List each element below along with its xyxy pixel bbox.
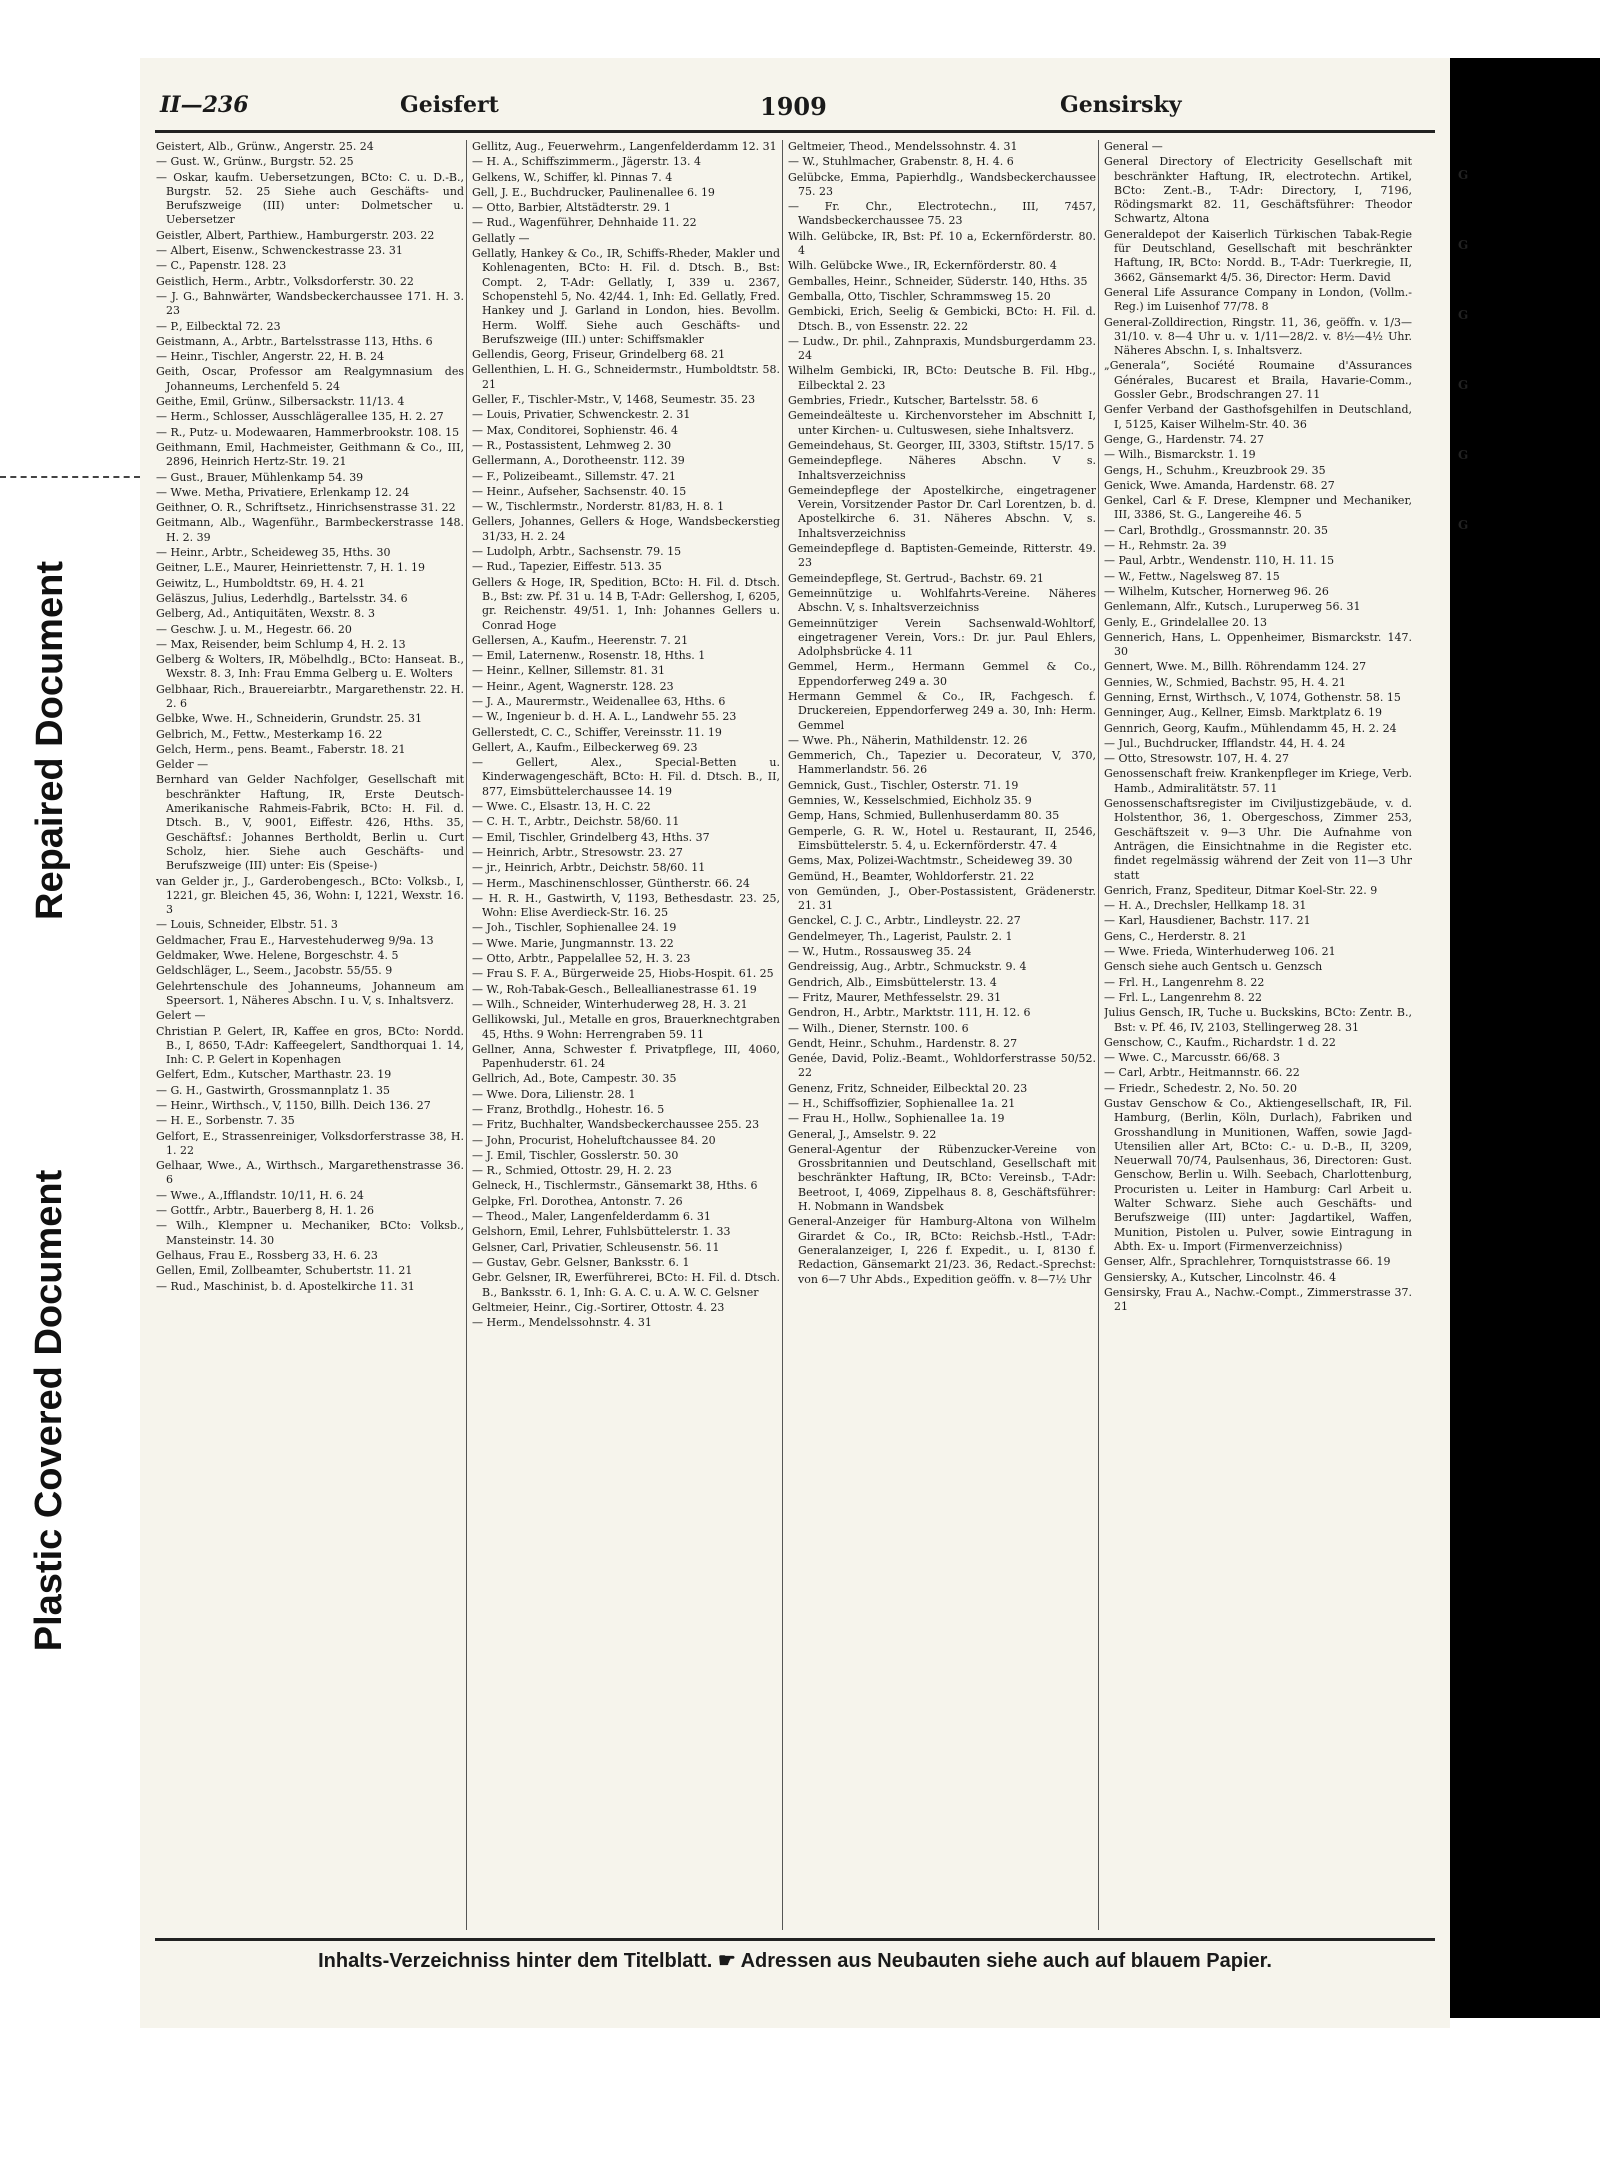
directory-entry: — Rud., Tapezier, Eiffestr. 513. 35 (472, 560, 662, 574)
directory-entry: General — (1104, 140, 1163, 153)
directory-entry: — Carl, Arbtr., Heitmannstr. 66. 22 (1104, 1066, 1300, 1080)
directory-entry: Geistler, Albert, Parthiew., Hamburgerstr. 203. 22 (156, 228, 435, 242)
directory-entry: Gelfort, E., Strassenreiniger, Volksdorferstrasse 38, H. 1. 22 (156, 1129, 464, 1157)
directory-entry: — Heinr., Tischler, Angerstr. 22, H. B. 24 (156, 350, 385, 364)
adjacent-page-letter: G (1458, 238, 1469, 252)
scan-frame (140, 58, 1600, 2018)
directory-entry: Gelhaus, Frau E., Rossberg 33, H. 6. 23 (156, 1248, 378, 1262)
repaired-document-label (20, 460, 80, 1020)
directory-entry: Hermann Gemmel & Co., IR, Fachgesch. f. Druckereien, Eppendorferweg 249 a. 30, Inh: Herm. Gemmel (788, 689, 1096, 732)
directory-entry: — W., Hutm., Rossausweg 35. 24 (788, 945, 972, 959)
directory-entry: General-Anzeiger für Hamburg-Altona von Wilhelm Girardet & Co., IR, BCto: Reichsb.-Hstl., T-Adr: Generalanzeiger, I, 226 f. Expedit., u. I, 8130 f. Redaction, Gänsemarkt 21/23. 36, Redact.-Sprechst: von 6—7 Uhr Abds., Expedition geöffn. v. 8—7½ Uhr (788, 1215, 1096, 1286)
directory-entry: Wilh. Gelübcke, IR, Bst: Pf. 10 a, Eckernförderstr. 80. 4 (788, 229, 1096, 258)
directory-entry: Gemeindeälteste u. Kirchenvorsteher im Abschnitt I, unter Kirchen- u. Cultuswesen, siehe Inhaltsverz. (788, 409, 1096, 437)
header-last-entry: Gensirsky (1060, 92, 1182, 118)
directory-entry: — Fr. Chr., Electrotechn., III, 7457, Wandsbeckerchaussee 75. 23 (788, 200, 1096, 228)
column-1 (156, 140, 464, 1930)
directory-entry: Gemeindehaus, St. Georger, III, 3303, Stiftstr. 15/17. 5 (788, 438, 1095, 452)
directory-entry: Gemeindepflege. Näheres Abschn. V s. Inhaltsverzeichniss (788, 454, 1096, 482)
directory-entry: — Ludw., Dr. phil., Zahnpraxis, Mundsburgerdamm 23. 24 (788, 334, 1096, 363)
directory-entry: Geller, F., Tischler-Mstr., V, 1468, Seumestr. 35. 23 (472, 393, 756, 407)
directory-entry: — W., Stuhlmacher, Grabenstr. 8, H. 4. 6 (788, 155, 1014, 169)
directory-entry: — W., Ingenieur b. d. H. A. L., Landwehr 55. 23 (472, 710, 737, 724)
directory-entry: Genossenschaft freiw. Krankenpfleger im Kriege, Verb. Hamb., Admiralitätstr. 57. 11 (1104, 767, 1412, 795)
header-rule (155, 130, 1435, 133)
directory-entry: — Gellert, Alex., Special-Betten u. Kinderwagengeschäft, BCto: H. Fil. d. Dtsch. B., II, 877, Eimsbüttelerchaussee 14. 19 (472, 756, 780, 798)
directory-entry: Genge, G., Hardenstr. 74. 27 (1104, 432, 1264, 446)
directory-entry: — Gustav, Gebr. Gelsner, Banksstr. 6. 1 (472, 1255, 690, 1269)
directory-entry: Genser, Alfr., Sprachlehrer, Tornquiststrasse 66. 19 (1104, 1255, 1391, 1269)
directory-entry: Gendrich, Alb., Eimsbüttelerstr. 13. 4 (788, 975, 997, 989)
directory-entry: — Louis, Schneider, Elbstr. 51. 3 (156, 918, 338, 932)
directory-entry: — W., Tischlermstr., Norderstr. 81/83, H. 8. 1 (472, 500, 725, 514)
directory-entry: Geiwitz, L., Humboldtstr. 69, H. 4. 21 (156, 576, 366, 590)
directory-entry: — W., Fettw., Nagelsweg 87. 15 (1104, 569, 1280, 583)
directory-entry: Wilh. Gelübcke Wwe., IR, Eckernförderstr. 80. 4 (788, 259, 1057, 273)
adjacent-page-edge (1458, 140, 1482, 1640)
directory-entry: General-Agentur der Rübenzucker-Vereine von Grossbritannien und Deutschland, Gesellschaft mit beschränkter Haftung, IR, BCto: Vereinsb., T-Adr: Beetroot, I, 4069, Zippelhaus 8. 8, Geschäftsführer: H. Nobmann in Wandsbek (788, 1142, 1096, 1214)
directory-entry: Gustav Genschow & Co., Aktiengesellschaft, IR, Fil. Hamburg, (Berlin, Köln, Durlach), Fabriken und Grosshandlung in Munitionen, Waffen, sowie Jagd-Utensilien aller Art, BCto: C.- u. D.-B., II, 3209, Neuerwall 70/74, Paulsenhaus, 36, Directoren: Gust. Genschow, Berlin u. Wilh. Seebach, Charlottenburg, Procuristen u. Leiter in Hamburg: Carl Arbeit u. Walter Schwarz. Siehe auch Geschäfts- und Berufszweige (III) unter: Jagdartikel, Waffen, Munition, Pistolen u. Pulver, sowie Eintragung in Abth. Ex- u. Import (Firmenverzeichniss) (1104, 1097, 1412, 1253)
directory-entry: — Geschw. J. u. M., Hegestr. 66. 20 (156, 622, 352, 636)
adjacent-page-letter: G (1458, 448, 1469, 462)
directory-entry: Gengs, H., Schuhm., Kreuzbrook 29. 35 (1104, 463, 1326, 477)
directory-entry: Genrich, Franz, Spediteur, Ditmar Koel-Str. 22. 9 (1104, 883, 1378, 897)
page-header (160, 86, 1430, 126)
directory-entry: Gelbhaar, Rich., Brauereiarbtr., Margarethenstr. 22. H. 2. 6 (156, 682, 464, 710)
directory-entry: — J. G., Bahnwärter, Wandsbeckerchaussee 171. H. 3. 23 (156, 289, 464, 318)
directory-entry: — Wwe. Marie, Jungmannstr. 13. 22 (472, 936, 674, 950)
directory-entry: — Fritz, Maurer, Methfesselstr. 29. 31 (788, 990, 1002, 1004)
directory-entry: Gelpke, Frl. Dorothea, Antonstr. 7. 26 (472, 1194, 683, 1208)
directory-entry: — H. A., Drechsler, Hellkamp 18. 31 (1104, 899, 1307, 913)
directory-entry: — Wwe. Metha, Privatiere, Erlenkamp 12. 24 (156, 485, 410, 499)
directory-entry: von Gemünden, J., Ober-Postassistent, Grädenerstr. 21. 31 (788, 884, 1096, 913)
directory-entry: — Theod., Maler, Langenfelderdamm 6. 31 (472, 1210, 711, 1224)
directory-entry: Gennerich, Hans, L. Oppenheimer, Bismarckstr. 147. 30 (1104, 630, 1412, 659)
directory-entry: — Wwe. Dora, Lilienstr. 28. 1 (472, 1087, 636, 1101)
directory-entry: Gell, J. E., Buchdrucker, Paulinenallee 6. 19 (472, 185, 715, 199)
directory-entry: Gellersen, A., Kaufm., Heerenstr. 7. 21 (472, 633, 689, 647)
directory-entry: Gelfert, Edm., Kutscher, Marthastr. 23. 19 (156, 1068, 392, 1082)
directory-entry: — H., Schiffsoffizier, Sophienallee 1a. 21 (788, 1097, 1016, 1110)
directory-entry: Genschow, C., Kaufm., Richardstr. 1 d. 22 (1104, 1035, 1336, 1049)
header-first-entry: Geisfert (400, 92, 499, 118)
directory-entry: Gemeindepflege d. Baptisten-Gemeinde, Ritterstr. 49. 23 (788, 542, 1096, 570)
directory-entry: Genninger, Aug., Kellner, Eimsb. Marktplatz 6. 19 (1104, 706, 1382, 720)
directory-entry: — Emil, Laternenw., Rosenstr. 18, Hths. 1 (472, 649, 706, 663)
column-divider (1098, 140, 1099, 1930)
directory-entry: Gelbke, Wwe. H., Schneiderin, Grundstr. 25. 31 (156, 712, 422, 726)
directory-entry: — Gust., Brauer, Mühlenkamp 54. 39 (156, 470, 364, 484)
directory-entry: General, J., Amselstr. 9. 22 (788, 1127, 937, 1141)
directory-entry: — Otto, Stresowstr. 107, H. 4. 27 (1104, 752, 1290, 766)
directory-entry: — Fritz, Buchhalter, Wandsbeckerchaussee 255. 23 (472, 1118, 760, 1132)
directory-entry: Gellrich, Ad., Bote, Campestr. 30. 35 (472, 1072, 677, 1086)
directory-entry: Gellers, Johannes, Gellers & Hoge, Wandsbeckerstieg 31/33, H. 2. 24 (472, 515, 780, 543)
directory-entry: — Heinr., Kellner, Sillemstr. 81. 31 (472, 664, 665, 678)
directory-entry: — Otto, Barbier, Altstädterstr. 29. 1 (472, 201, 671, 215)
directory-entry: Genée, David, Poliz.-Beamt., Wohldorferstrasse 50/52. 22 (788, 1052, 1096, 1080)
directory-entry: Geistert, Alb., Grünw., Angerstr. 25. 24 (156, 140, 374, 153)
directory-entry: Gendreissig, Aug., Arbtr., Schmuckstr. 9. 4 (788, 960, 1027, 974)
directory-entry: — H., Rehmstr. 2a. 39 (1104, 539, 1227, 553)
directory-entry: — Wilh., Bismarckstr. 1. 19 (1104, 448, 1256, 462)
directory-entry: — G. H., Gastwirth, Grossmannplatz 1. 35 (156, 1083, 391, 1097)
repaired-label-text: Repaired Document (28, 560, 71, 920)
plastic-covered-label (20, 1130, 80, 1690)
column-3 (788, 140, 1096, 1930)
directory-entry: Gembicki, Erich, Seelig & Gembicki, BCto: H. Fil. d. Dtsch. B., von Essenstr. 22. 22 (788, 305, 1096, 333)
directory-entry: Gellner, Anna, Schwester f. Privatpflege, III, 4060, Papenhuderstr. 61. 24 (472, 1042, 780, 1071)
directory-entry: Genning, Ernst, Wirthsch., V, 1074, Gothenstr. 58. 15 (1104, 690, 1401, 704)
directory-entry: — Oskar, kaufm. Uebersetzungen, BCto: C. u. D.-B., Burgstr. 52. 25 Siehe auch Geschäfts- und Berufszweige (III) unter: Dolmetscher u. Uebersetzer (156, 170, 464, 227)
directory-entry: — Wilh., Diener, Sternstr. 100. 6 (788, 1021, 969, 1035)
directory-entry: Geithe, Emil, Grünw., Silbersackstr. 11/13. 4 (156, 395, 405, 409)
directory-entry: Gelch, Herm., pens. Beamt., Faberstr. 18. 21 (156, 742, 406, 756)
directory-entry: Bernhard van Gelder Nachfolger, Gesellschaft mit beschränkter Haftung, IR, Erste Deutsch-Amerikanische Rahmeis-Fabrik, BCto: H. Fil. d. Dtsch. B., V, 9001, Eiffestr. 426, Hths. 35, Geschäftsf.: Johannes Bertholdt, Berlin u. Curt Scholz, hier. Siehe auch Geschäfts- und Berufszweige (III) unter: Eis (Speise-) (156, 773, 464, 873)
directory-entry: — R., Schmied, Ottostr. 29, H. 2. 23 (472, 1164, 672, 1178)
directory-entry: Geltmeier, Heinr., Cig.-Sortirer, Ottostr. 4. 23 (472, 1300, 725, 1314)
directory-entry: Gelberg, Ad., Antiquitäten, Wexstr. 8. 3 (156, 607, 375, 621)
directory-entry: Geitmann, Alb., Wagenführ., Barmbeckerstrasse 148. H. 2. 39 (156, 516, 464, 544)
directory-entry: Geith, Oscar, Professor am Realgymnasium des Johanneums, Lerchenfeld 5. 24 (156, 365, 464, 393)
directory-entry: Geithmann, Emil, Hachmeister, Geithmann & Co., III, 2896, Heinrich Hertz-Str. 19. 21 (156, 440, 464, 469)
directory-entry: Gensiersky, A., Kutscher, Lincolnstr. 46. 4 (1104, 1270, 1337, 1284)
directory-entry: — Wilhelm, Kutscher, Hornerweg 96. 26 (1104, 584, 1329, 598)
directory-entry: Gelder — (156, 758, 209, 772)
directory-entry: Gelübcke, Emma, Papierhdlg., Wandsbeckerchaussee 75. 23 (788, 170, 1096, 198)
directory-entry: Gellers & Hoge, IR, Spedition, BCto: H. Fil. d. Dtsch. B., Bst: zw. Pf. 31 u. 14 B, T-Adr: Gellershog, I, 6205, gr. Reichenstr. 49/51. 1, Inh: Johannes Gellers u. Conrad Hoge (472, 575, 780, 632)
directory-entry: Gendt, Heinr., Schuhm., Hardenstr. 8. 27 (788, 1036, 1018, 1050)
directory-entry: — Wwe. Frieda, Winterhuderweg 106. 21 (1104, 945, 1336, 959)
directory-entry: Gemeindepflege der Apostelkirche, eingetragener Verein, Vorsitzender Pastor Dr. Carl Lorentzen, b. d. Apostelkirche 6. 31. Näheres Abschn. V, s. Inhaltsverzeichniss (788, 483, 1096, 540)
directory-entry: — Wwe., A.,Ifflandstr. 10/11, H. 6. 24 (156, 1188, 364, 1202)
footer-rule (155, 1938, 1435, 1941)
column-4 (1104, 140, 1412, 1930)
directory-entry: van Gelder jr., J., Garderobengesch., BCto: Volksb., I, 1221, gr. Bleichen 45, 36, Wohn: I, 1221, Wexstr. 16. 3 (156, 874, 464, 917)
directory-entry: Gemmerich, Ch., Tapezier u. Decorateur, V, 370, Hammerlandstr. 56. 26 (788, 749, 1096, 777)
directory-entry: — Emil, Tischler, Grindelberg 43, Hths. 37 (472, 830, 710, 844)
dashed-cut-line (0, 476, 140, 478)
directory-entry: Gemballa, Otto, Tischler, Schrammsweg 15. 20 (788, 289, 1051, 303)
directory-entry: Gellikowski, Jul., Metalle en gros, Brauerknechtgraben 45, Hths. 9 Wohn: Herrengraben 59. 11 (472, 1013, 780, 1041)
directory-entry: Christian P. Gelert, IR, Kaffee en gros, BCto: Nordd. B., I, 8650, T-Adr: Kaffeegelert, Sandthorquai 1. 14, Inh: C. P. Gelert in Kopenhagen (156, 1024, 464, 1067)
directory-entry: Gembries, Friedr., Kutscher, Bartelsstr. 58. 6 (788, 394, 1039, 408)
directory-entry: Gennert, Wwe. M., Billh. Röhrendamm 124. 27 (1104, 660, 1367, 674)
directory-entry: Gemperle, G. R. W., Hotel u. Restaurant, II, 2546, Eimsbüttelerstr. 5. 4, u. Eckernförderstr. 47. 4 (788, 824, 1096, 852)
directory-entry: — John, Procurist, Hoheluftchaussee 84. 20 (472, 1133, 716, 1147)
directory-entry: Gelkens, W., Schiffer, kl. Pinnas 7. 4 (472, 170, 673, 184)
directory-entry: — Franz, Brothdlg., Hohestr. 16. 5 (472, 1103, 665, 1116)
directory-entry: — Carl, Brothdlg., Grossmannstr. 20. 35 (1104, 523, 1329, 537)
directory-entry: Geitner, L.E., Maurer, Heinriettenstr. 7, H. 1. 19 (156, 561, 426, 575)
directory-entry: Geldmaker, Wwe. Helene, Borgeschstr. 4. 5 (156, 949, 399, 963)
directory-entry: Wilhelm Gembicki, IR, BCto: Deutsche B. Fil. Hbg., Eilbecktal 2. 23 (788, 364, 1096, 392)
directory-entry: Gellenthien, L. H. G., Schneidermstr., Humboldtstr. 58. 21 (472, 363, 780, 391)
directory-entry: — Wilh., Klempner u. Mechaniker, BCto: Volksb., Mansteinstr. 14. 30 (156, 1219, 464, 1247)
directory-entry: — Wwe. C., Elsastr. 13, H. C. 22 (472, 800, 651, 814)
directory-entry: Gelbrich, M., Fettw., Mesterkamp 16. 22 (156, 727, 383, 741)
directory-entry: Genly, E., Grindelallee 20. 13 (1104, 615, 1267, 629)
directory-entry: Gellerstedt, C. C., Schiffer, Vereinsstr. 11. 19 (472, 725, 722, 739)
directory-entry: — Frl. H., Langenrehm 8. 22 (1104, 975, 1265, 989)
directory-entry: Gemnies, W., Kesselschmied, Eichholz 35. 9 (788, 794, 1032, 808)
directory-entry: — Heinr., Arbtr., Scheideweg 35, Hths. 30 (156, 546, 391, 560)
directory-entry: Geistmann, A., Arbtr., Bartelsstrasse 113, Hths. 6 (156, 334, 433, 348)
directory-entry: Gelneck, H., Tischlermstr., Gänsemarkt 38, Hths. 6 (472, 1179, 758, 1193)
directory-entry: Gebr. Gelsner, IR, Ewerführerei, BCto: H. Fil. d. Dtsch. B., Banksstr. 6. 1, Inh: G. A. C. u. A. W. C. Gelsner (472, 1271, 780, 1299)
directory-entry: — Heinrich, Arbtr., Stresowstr. 23. 27 (472, 845, 683, 859)
directory-entry: — Rud., Wagenführer, Dehnhaide 11. 22 (472, 216, 697, 230)
directory-entry: Gellatly, Hankey & Co., IR, Schiffs-Rheder, Makler und Kohlenagenten, BCto: H. Fil. d. Dtsch. B., Bst: Compt. 2, T-Adr: Gellatly, I, 339 u. 2367, Schopenstehl 5, No. 42/44. 1, Inh: Ed. Gellatly, Fred. Hankey und J. Garland in London, hies. Bevollm. Herm. Wolff. Siehe auch Geschäfts- und Berufszweige (III.) unter: Schiffsmakler (472, 247, 780, 346)
directory-entry: Genckel, C. J. C., Arbtr., Lindleystr. 22. 27 (788, 914, 1021, 928)
directory-entry: — R., Putz- u. Modewaaren, Hammerbrookstr. 108. 15 (156, 425, 460, 439)
directory-entry: Genick, Wwe. Amanda, Hardenstr. 68. 27 (1104, 478, 1335, 492)
directory-entry: — Frau H., Hollw., Sophienallee 1a. 19 (788, 1112, 1005, 1126)
directory-entry: Gens, C., Herderstr. 8. 21 (1104, 929, 1247, 943)
directory-entry: General-Zolldirection, Ringstr. 11, 36, geöffn. v. 1/3—31/10. v. 8—4 Uhr u. v. 1/11—28/2. v. 8½—4½ Uhr. Näheres Abschn. I, s. Inhaltsverz. (1104, 315, 1412, 358)
directory-entry: — P., Eilbecktal 72. 23 (156, 319, 281, 333)
directory-entry: Gemmel, Herm., Hermann Gemmel & Co., Eppendorferweg 249 a. 30 (788, 660, 1096, 688)
directory-entry: Gelhaar, Wwe., A., Wirthsch., Margarethenstrasse 36. 6 (156, 1159, 464, 1187)
directory-entry: Gemünd, H., Beamter, Wohldorferstr. 21. 22 (788, 869, 1035, 883)
directory-entry: Genossenschaftsregister im Civiljustizgebäude, v. d. Holstenthor, 36, 1. Obergeschoss, Zimmer 253, Geschäftszeit v. 9—3 Uhr. Die Aufnahme von Anträgen, die Einsichtnahme in die Register etc. findet regelmässig während der Zeit von 11—3 Uhr statt (1104, 797, 1412, 882)
directory-entry: Geläszus, Julius, Lederhdlg., Bartelsstr. 34. 6 (156, 591, 408, 605)
directory-entry: Gensirsky, Frau A., Nachw.-Compt., Zimmerstrasse 37. 21 (1104, 1285, 1412, 1314)
directory-entry: „Generala“, Société Roumaine d'Assurances Générales, Bucarest et Braila, Havarie-Comm., Gossler Gebr., Brodschrangen 27. 11 (1104, 359, 1412, 402)
directory-entry: Gellert, A., Kaufm., Eilbeckerweg 69. 23 (472, 740, 698, 754)
directory-entry: — Frl. L., Langenrehm 8. 22 (1104, 990, 1263, 1004)
column-divider (782, 140, 783, 1930)
directory-entry: — Wwe. C., Marcusstr. 66/68. 3 (1104, 1051, 1281, 1065)
directory-entry: — H. R. H., Gastwirth, V, 1193, Bethesdastr. 23. 25, Wohn: Elise Averdieck-Str. 16. 25 (472, 891, 780, 920)
directory-entry: Gellen, Emil, Zollbeamter, Schubertstr. 11. 21 (156, 1264, 413, 1278)
directory-entry: — Louis, Privatier, Schwenckestr. 2. 31 (472, 408, 691, 422)
directory-entry: — Herm., Maschinenschlosser, Güntherstr. 66. 24 (472, 876, 750, 890)
directory-entry: — Joh., Tischler, Sophienallee 24. 19 (472, 921, 677, 935)
directory-entry: Genenz, Fritz, Schneider, Eilbecktal 20. 23 (788, 1081, 1028, 1095)
directory-entry: Geldschläger, L., Seem., Jacobstr. 55/55. 9 (156, 964, 393, 978)
directory-entry: Gendron, H., Arbtr., Marktstr. 111, H. 12. 6 (788, 1006, 1031, 1020)
directory-entry: — Rud., Maschinist, b. d. Apostelkirche 11. 31 (156, 1279, 415, 1293)
directory-entry: — Gust. W., Grünw., Burgstr. 52. 25 (156, 155, 354, 169)
directory-entry: — Ludolph, Arbtr., Sachsenstr. 79. 15 (472, 545, 682, 559)
directory-entry: Gellendis, Georg, Friseur, Grindelberg 68. 21 (472, 348, 726, 362)
directory-entry: — Albert, Eisenw., Schwenckestrasse 23. 31 (156, 244, 403, 258)
directory-entry: Gemp, Hans, Schmied, Bullenhuserdamm 80. 35 (788, 809, 1060, 823)
directory-entry: — C. H. T., Arbtr., Deichstr. 58/60. 11 (472, 815, 680, 829)
directory-entry: Gems, Max, Polizei-Wachtmstr., Scheideweg 39. 30 (788, 854, 1073, 868)
column-divider (466, 140, 467, 1930)
directory-entry: — Heinr., Agent, Wagnerstr. 128. 23 (472, 679, 674, 693)
directory-entry: Gemeinnützige u. Wohlfahrts-Vereine. Näheres Abschn. V, s. Inhaltsverzeichniss (788, 586, 1096, 615)
directory-entry: Geistlich, Herm., Arbtr., Volksdorferstr. 30. 22 (156, 274, 414, 288)
directory-entry: — Otto, Arbtr., Pappelallee 52, H. 3. 23 (472, 952, 691, 966)
directory-entry: Gellitz, Aug., Feuerwehrm., Langenfelderdamm 12. 31 (472, 140, 777, 153)
directory-entry: — J. A., Maurermstr., Weidenallee 63, Hths. 6 (472, 694, 726, 708)
directory-entry: Genlemann, Alfr., Kutsch., Luruperweg 56. 31 (1104, 600, 1361, 614)
directory-entry: Gemeinnütziger Verein Sachsenwald-Wohltorf, eingetragener Verein, Vors.: Dr. jur. Paul Ehlers, Adolphsbrücke 4. 11 (788, 616, 1096, 659)
page-number: II—236 (160, 92, 249, 118)
directory-entry: — W., Roh-Tabak-Gesch., Belleallianestrasse 61. 19 (472, 982, 757, 996)
directory-entry: Gemballes, Heinr., Schneider, Süderstr. 140, Hths. 35 (788, 274, 1088, 288)
directory-entry: Gelberg & Wolters, IR, Möbelhdlg., BCto: Hanseat. B., Wexstr. 8. 3, Inh: Frau Emma Gelberg u. E. Wolters (156, 653, 464, 681)
directory-entry: — Frau S. F. A., Bürgerweide 25, Hiobs-Hospit. 61. 25 (472, 967, 774, 981)
directory-entry: — H. A., Schiffszimmerm., Jägerstr. 13. 4 (472, 155, 702, 169)
directory-entry: — F., Polizeibeamt., Sillemstr. 47. 21 (472, 469, 676, 483)
directory-entry: — Max, Conditorei, Sophienstr. 46. 4 (472, 423, 679, 437)
directory-entry: — Max, Reisender, beim Schlump 4, H. 2. 13 (156, 637, 406, 651)
directory-entry: Geldmacher, Frau E., Harvestehuderweg 9/9a. 13 (156, 933, 434, 947)
directory-entry: Gennies, W., Schmied, Bachstr. 95, H. 4. 21 (1104, 675, 1346, 689)
directory-entry: — Jul., Buchdrucker, Ifflandstr. 44, H. 4. 24 (1104, 736, 1346, 750)
adjacent-page-letter: G (1458, 168, 1469, 182)
directory-entry: Gemeindepflege, St. Gertrud-, Bachstr. 69. 21 (788, 571, 1044, 585)
directory-entry: — Heinr., Wirthsch., V, 1150, Billh. Deich 136. 27 (156, 1099, 431, 1112)
directory-entry: — Wwe. Ph., Näherin, Mathildenstr. 12. 26 (788, 733, 1028, 747)
directory-entry: — Herm., Schlosser, Ausschlägerallee 135, H. 2. 27 (156, 410, 444, 424)
plastic-label-text: Plastic Covered Document (28, 1169, 71, 1651)
directory-entry: Geltmeier, Theod., Mendelssohnstr. 4. 31 (788, 140, 1018, 153)
adjacent-page-letter: G (1458, 378, 1469, 392)
directory-entry: General Directory of Electricity Gesellschaft mit beschränkter Haftung, IR, electrotechn. Artikel, BCto: Zent.-B., T-Adr: Directory, I, 7196, Rödingsmarkt 82. 11, Geschäftsführer: Theodor Schwartz, Altona (1104, 155, 1412, 226)
header-year: 1909 (760, 92, 827, 121)
directory-entry: — Heinr., Aufseher, Sachsenstr. 40. 15 (472, 484, 687, 498)
directory-entry: General Life Assurance Company in London, (Vollm.-Reg.) im Luisenhof 77/78. 8 (1104, 285, 1412, 314)
adjacent-page-letter: G (1458, 518, 1469, 532)
directory-entry: Genkel, Carl & F. Drese, Klempner und Mechaniker, III, 3386, St. G., Langereihe 46. 5 (1104, 494, 1412, 522)
directory-entry: Geithner, O. R., Schriftsetz., Hinrichsenstrasse 31. 22 (156, 501, 456, 515)
column-2 (472, 140, 780, 1930)
directory-entry: Gennrich, Georg, Kaufm., Mühlendamm 45, H. 2. 24 (1104, 721, 1397, 735)
adjacent-page-letter: G (1458, 308, 1469, 322)
directory-entry: Generaldepot der Kaiserlich Türkischen Tabak-Regie für Deutschland, Gesellschaft mit beschränkter Haftung, IR, BCto: Nordd. B., T-Adr: Tuerkregie, II, 3662, Gänsemarkt 4/5. 36, Director: Herm. David (1104, 227, 1412, 284)
directory-entry: — J. Emil, Tischler, Gosslerstr. 50. 30 (472, 1148, 679, 1162)
directory-page (140, 58, 1450, 2028)
directory-entry: — Gottfr., Arbtr., Bauerberg 8, H. 1. 26 (156, 1204, 374, 1218)
directory-entry: — C., Papenstr. 128. 23 (156, 259, 287, 273)
directory-entry: Gelsner, Carl, Privatier, Schleusenstr. 56. 11 (472, 1240, 720, 1254)
directory-entry: Gendelmeyer, Th., Lagerist, Paulstr. 2. 1 (788, 929, 1013, 943)
directory-entry: Gelshorn, Emil, Lehrer, Fuhlsbüttelerstr. 1. 33 (472, 1225, 731, 1239)
directory-entry: Gensch siehe auch Gentsch u. Genzsch (1104, 960, 1323, 974)
directory-entry: — Wilh., Schneider, Winterhuderweg 28, H. 3. 21 (472, 997, 748, 1011)
directory-entry: Gemnick, Gust., Tischler, Osterstr. 71. 19 (788, 778, 1019, 792)
directory-entry: Julius Gensch, IR, Tuche u. Buckskins, BCto: Zentr. B., Bst: v. Pf. 46, IV, 2103, Stellingerweg 28. 31 (1104, 1006, 1412, 1034)
directory-entry: — Herm., Mendelssohnstr. 4. 31 (472, 1316, 652, 1330)
page-footer: Inhalts-Verzeichniss hinter dem Titelblatt. ☛ Adressen aus Neubauten siehe auch auf blauem Papier. (318, 1950, 1272, 1972)
directory-entry: — R., Postassistent, Lehmweg 2. 30 (472, 438, 672, 452)
directory-entry: Gellatly — (472, 231, 530, 245)
directory-entry: Genfer Verband der Gasthofsgehilfen in Deutschland, I, 5125, Kaiser Wilhelm-Str. 40. 36 (1104, 403, 1412, 431)
directory-entry: — Friedr., Schedestr. 2, No. 50. 20 (1104, 1081, 1297, 1095)
directory-entry: — jr., Heinrich, Arbtr., Deichstr. 58/60. 11 (472, 861, 706, 875)
directory-entry: — Paul, Arbtr., Wendenstr. 110, H. 11. 15 (1104, 554, 1335, 568)
directory-entry: Gellermann, A., Dorotheenstr. 112. 39 (472, 454, 685, 468)
directory-entry: Gelert — (156, 1009, 206, 1023)
directory-entry: Gelehrtenschule des Johanneums, Johanneum am Speersort. 1, Näheres Abschn. I u. V, s. Inhaltsverz. (156, 979, 464, 1007)
directory-entry: — Karl, Hausdiener, Bachstr. 117. 21 (1104, 914, 1311, 928)
directory-entry: — H. E., Sorbenstr. 7. 35 (156, 1114, 295, 1128)
